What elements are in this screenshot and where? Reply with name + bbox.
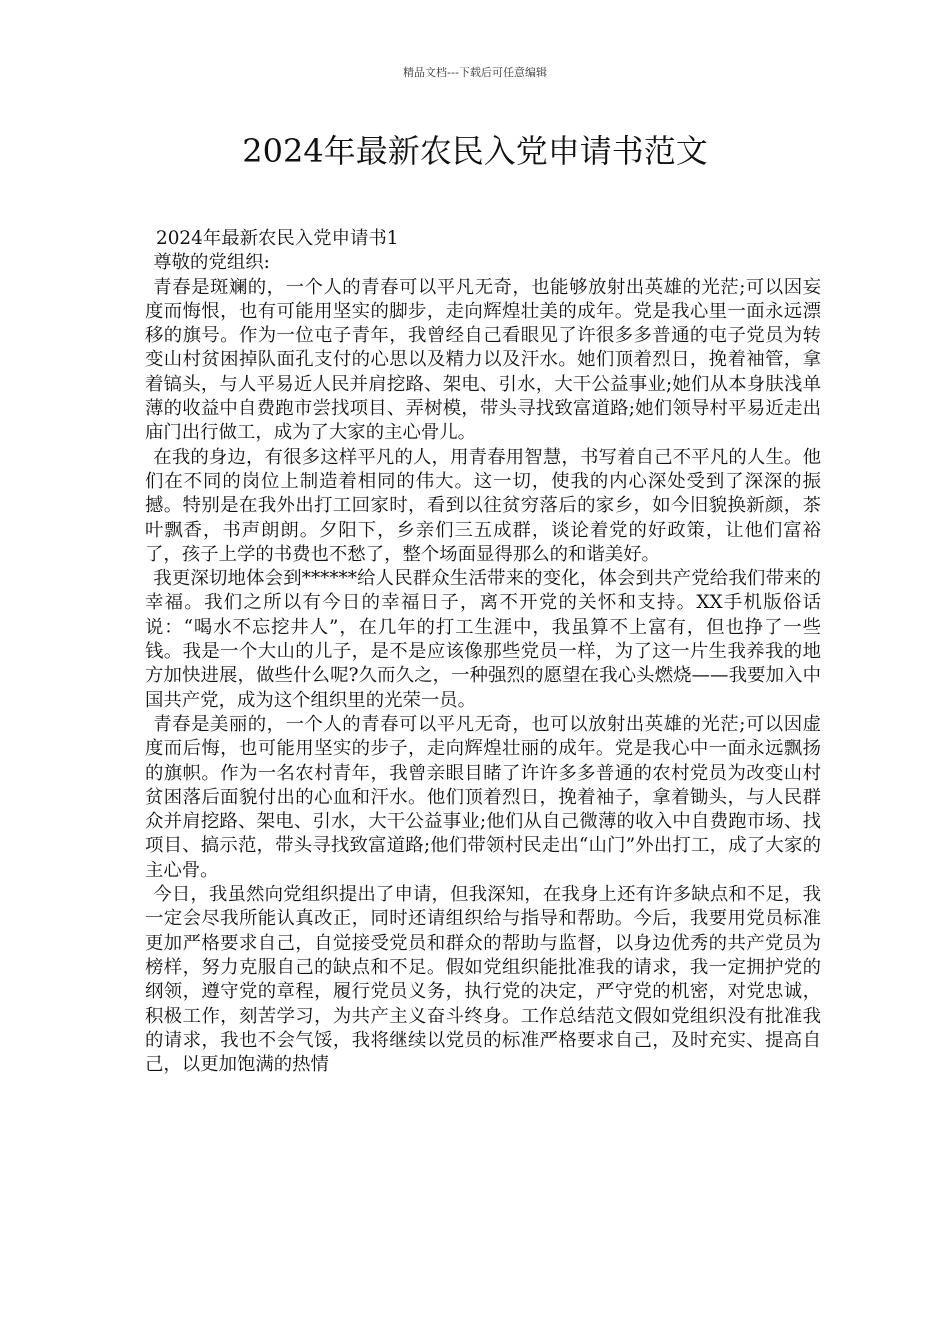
paragraph-5: 今日，我虽然向党组织提出了申请，但我深知，在我身上还有许多缺点和不足，我一定会尽我所能认真改正，同时还请组织给与指导和帮助。今后，我要用党员标准更加严格要求自己，自觉接受党员和群众的帮助与监督，以身边优秀的共产党员为榜样，努力克服自己的缺点和不足。假如党组织能批准我的请求，我一定拥护党的纲领，遵守党的章程，履行党员义务，执行党的决定，严守党的机密，对党忠诚，积极工作，刻苦学习，为共产主义奋斗终身。工作总结范文假如党组织没有批准我的请求，我也不会气馁，我将继续以党员的标准严格要求自己，及时充实、提高自己，以更加饱满的热情 [145,884,821,1076]
paragraph-1: 青春是斑斓的，一个人的青春可以平凡无奇，也能够放射出英雄的光茫;可以因妄度而悔恨，也有可能用坚实的脚步，走向辉煌壮美的成年。党是我心里一面永远漂移的旗号。作为一位屯子青年，我曾经自己看眼见了许很多多普通的屯子党员为转变山村贫困掉队面孔支付的心思以及精力以及汗水。她们顶着烈日，挽着袖管，拿着镐头，与人平易近人民并肩挖路、架电、引水，大干公益事业;她们从本身肤浅单薄的收益中自费跑市尝找项目、弄树模，带头寻找致富道路;她们领导村平易近走出庙门出行做工，成为了大家的主心骨儿。 [145,276,821,444]
paragraph-2: 在我的身边，有很多这样平凡的人，用青春用智慧，书写着自己不平凡的人生。他们在不同的岗位上制造着相同的伟大。这一切，使我的内心深处受到了深深的振撼。特别是在我外出打工回家时，看到以往贫穷落后的家乡，如今旧貌换新颜，茶叶飘香，书声朗朗。夕阳下，乡亲们三五成群，谈论着党的好政策，让他们富裕了，孩子上学的书费也不愁了，整个场面显得那么的和谐美好。 [145,446,821,565]
paragraph-4: 青春是美丽的，一个人的青春可以平凡无奇，也可以放射出英雄的光茫;可以因虚度而后悔，也可能用坚实的步子，走向辉煌壮丽的成年。党是我心中一面永远飘扬的旗帜。作为一名农村青年，我曾亲眼目睹了许许多多普通的农村党员为改变山村贫困落后面貌付出的心血和汗水。他们顶着烈日，挽着袖子，拿着锄头，与人民群众并肩挖路、架电、引水，大干公益事业;他们从自己微薄的收入中自费跑市场、找项目、搞示范，带头寻找致富道路;他们带领村民走出“山门”外出打工，成了大家的主心骨。 [145,713,821,881]
paragraph-3: 我更深切地体会到******给人民群众生活带来的变化，体会到共产党给我们带来的幸福。我们之所以有今日的幸福日子，离不开党的关怀和支持。XX手机版俗话说：“喝水不忘挖井人”，在几年的打工生涯中，我虽算不上富有，但也挣了一些钱。我是一个大山的儿子，是不是应该像那些党员一样，为了这一片生我养我的地方加快进展，做些什么呢?久而久之，一种强烈的愿望在我心头燃烧——我要加入中国共产党，成为这个组织里的光荣一员。 [145,568,821,711]
document-title: 2024年最新农民入党申请书范文 [242,132,708,170]
document-body [145,227,821,1077]
document-subtitle: 2024年最新农民入党申请书1 [156,228,399,249]
salutation: 尊敬的党组织: [153,252,270,274]
page-header-note: 精品文档---下载后可任意编辑 [403,66,547,79]
